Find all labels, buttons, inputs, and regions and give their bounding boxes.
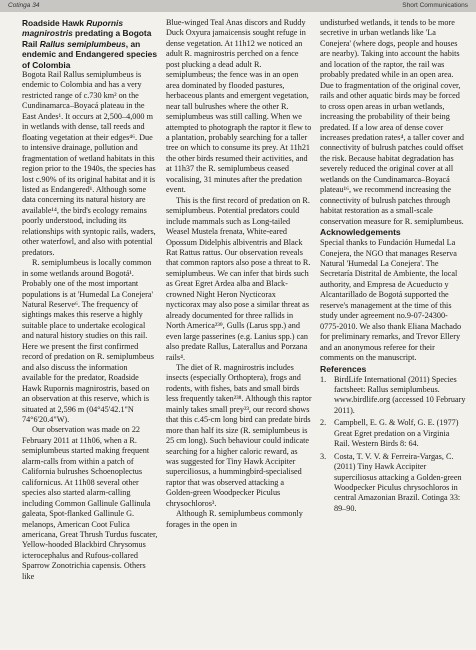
paragraph: The diet of R. magnirostris includes insects (especially Orthoptera), frogs and rodents, with fishes, bats and small birds less frequently taken²³⁸. Although this raptor mainly takes small prey²³, our record shows that this c.45-cm long bird can predate birds more than half its size (R. semiplumbeus is 25 cm long). Such behaviour could indicate searching for a higher caloric reward, as was suggested for Tiny Hawk Accipiter superciliosus, a hummingbird-specialised raptor that was observed attacking a Golden-green Woodpecker Piculus chrysochloros³. — [166, 362, 312, 508]
reference-item — [320, 452, 466, 515]
title-part-3: , an endemic and Endangered species of Colombia — [22, 38, 157, 70]
paragraph: R. semiplumbeus is locally common in some wetlands around Bogotá¹. Probably one of the most important populations is at 'Humedal La Conejera' Natural Reserve⁶. The frequency of sightings makes this reserve a highly suitable place to undertake ecological and natural history studies on this rail. Here we present the first confirmed record of predation on R. semiplumbeus and also discuss the information available for the predator, Roadside Hawk Rupornis magnirostris, based on an observation at this reserve, which is situated at 2,596 m (04°45'42.1"N 74°6'20.4"W). — [22, 258, 154, 424]
paragraph: Our observation was made on 22 February 2011 at 11h06, when a R. semiplumbeus started making frequent alarm-calls from within a patch of California bulrushes Schoenoplectus californicus. At 11h08 several other species also started alarm-calling including Common Gallinule Gallinula galeata, Spot-flanked Gallinule G. melanops, American Coot Fulica americana, Great Thrush Turdus fuscater, Yellow-hooded Blackbird Chrysomus icterocephalus and Rufous-collared Sparrow Zonotrichia capensis. Others like — [22, 425, 158, 581]
acknowledgements-heading: Acknowledgements — [320, 227, 401, 238]
title-species-2: Rallus semiplumbeus — [39, 38, 126, 49]
reference-list — [320, 375, 466, 515]
running-header — [0, 0, 476, 12]
header-section: Short Communications — [402, 2, 468, 9]
reference-number: 2. — [320, 418, 327, 428]
paragraph: Blue-winged Teal Anas discors and Ruddy Duck Oxyura jamaicensis sought refuge in dense vegetation. At 11h12 we noticed an adult R. magnirostris perched on a fence post plucking a dead adult R. semiplumbeus; the fence was in an open area dominated by flooded pastures, herbaceous plants and emergent vegetation, near tall bulrushes where the other R. semiplumbeus was still calling. When we attempted to photograph the raptor it flew to a plantation, probably searching for a taller tree on which to consume its prey. At 11h21 the other birds resumed their activities, and at 11h37 the R. semiplumbeus ceased vocalising, 31 minutes after the predation event. — [166, 18, 312, 195]
references-heading: References — [320, 363, 367, 374]
reference-text: Campbell, E. G. & Wolf, G. E. (1977) Great Egret predation on a Virginia Rail. Western Birds 8: 64. — [334, 418, 459, 449]
paragraph: Although R. semiplumbeus commonly forages in the open in — [166, 509, 303, 529]
paragraph: undisturbed wetlands, it tends to be more secretive in urban wetlands like 'La Conejera' (where dogs, people and houses are nearby). Taking into account the habits and location of the raptor, the rail was probably predated while in an open area. Due to fragmentation of the original cover, rails and other aquatic birds may be forced to cross open areas in urban wetlands, increasing the probability of their being predated. If a low area of dense cover increases predation rates⁴, a taller cover and connectivity of bulrush patches could offset the risk. Because habitat degradation has severely reduced the original cover at all wetlands on the Cundinamarca–Boyacá plateau¹⁶, we recommend increasing the connectivity of bulrush patches through habitat restoration as a small-scale conservation measure for R. semiplumbeus. — [320, 18, 465, 226]
reference-text: Costa, T. V. V. & Ferreira-Vargas, C. (2011) Tiny Hawk Accipiter superciliosus attacking a Golden-green Woodpecker Piculus chrysochloros in central Amazonian Brazil. Cotinga 33: 89–90. — [334, 451, 462, 513]
acknowledgements-text: Special thanks to Fundación Humedal La Conejera, the NGO that manages Reserva Natural 'Humedal La Conejera'. The Secretaría Distrital de Ambiente, the local authority, and Empresa de Acueducto y Alcantarillado de Bogotá supported the reserve's management at the time of this study under agreement no.9-07-24300-0775-2010. We also thank Eliana Machado for preliminary remarks, and Trevor Ellery and an anonymous referee for their comments on the manuscript. — [320, 238, 462, 363]
column-3 — [320, 18, 466, 644]
reference-number: 3. — [320, 451, 327, 461]
reference-text: BirdLife International (2011) Species factsheet: Rallus semiplumbeus. www.birdlife.org (accessed 10 February 2011). — [334, 374, 466, 415]
column-2 — [166, 18, 312, 644]
reference-item — [320, 375, 466, 417]
paragraph: This is the first record of predation on R. semiplumbeus. Potential predators could include mammals such as Long-tailed Weasel Mustela frenata, White-eared Opossum Didelphis albiventris and Black Rat Rattus rattus. Our observation reveals that common raptors also pose a threat to R. semiplumbeus. We can infer that birds such as Great Egret Ardea alba and Black-crowned Night Heron Nycticorax nycticorax may also pose a similar threat as already documented for three rallids in North America²³⁹, Gulls (Larus spp.) and even large passerines (e.g. Lanius spp.) can also predate Rallus, Laterallus and Porzana rails⁴. — [166, 195, 311, 362]
article-title — [22, 18, 158, 70]
reference-number: 1. — [320, 374, 327, 384]
column-1 — [22, 18, 158, 644]
title-part-1: Roadside Hawk — [22, 18, 87, 28]
title-species-1: Rupornis magnirostris — [22, 18, 123, 39]
paragraph: Bogota Rail Rallus semiplumbeus is endemic to Colombia and has a very restricted range of c.730 km² on the Cundinamarca–Boyacá plateau in the East Andes¹. It occurs at 2,500–4,000 m in wetlands with dense, tall reeds and floating vegetation at their edges⁴⁶. Due to intensive drainage, pollution and fragmentation of wetland habitats in this region prior to the 1940s, the species has lost c.90% of its original habitat and it is listed as Endangered¹. Although some data concerning its natural history are available¹⁴, the bird's ecology remains poorly understood, including its relationships with syntopic rails, waders, other waterfowl, and also with potential predators. — [22, 70, 156, 257]
header-journal: Cotinga 34 — [8, 2, 40, 9]
title-part-2: predating a Bogota Rail — [22, 28, 152, 49]
reference-item — [320, 418, 466, 449]
